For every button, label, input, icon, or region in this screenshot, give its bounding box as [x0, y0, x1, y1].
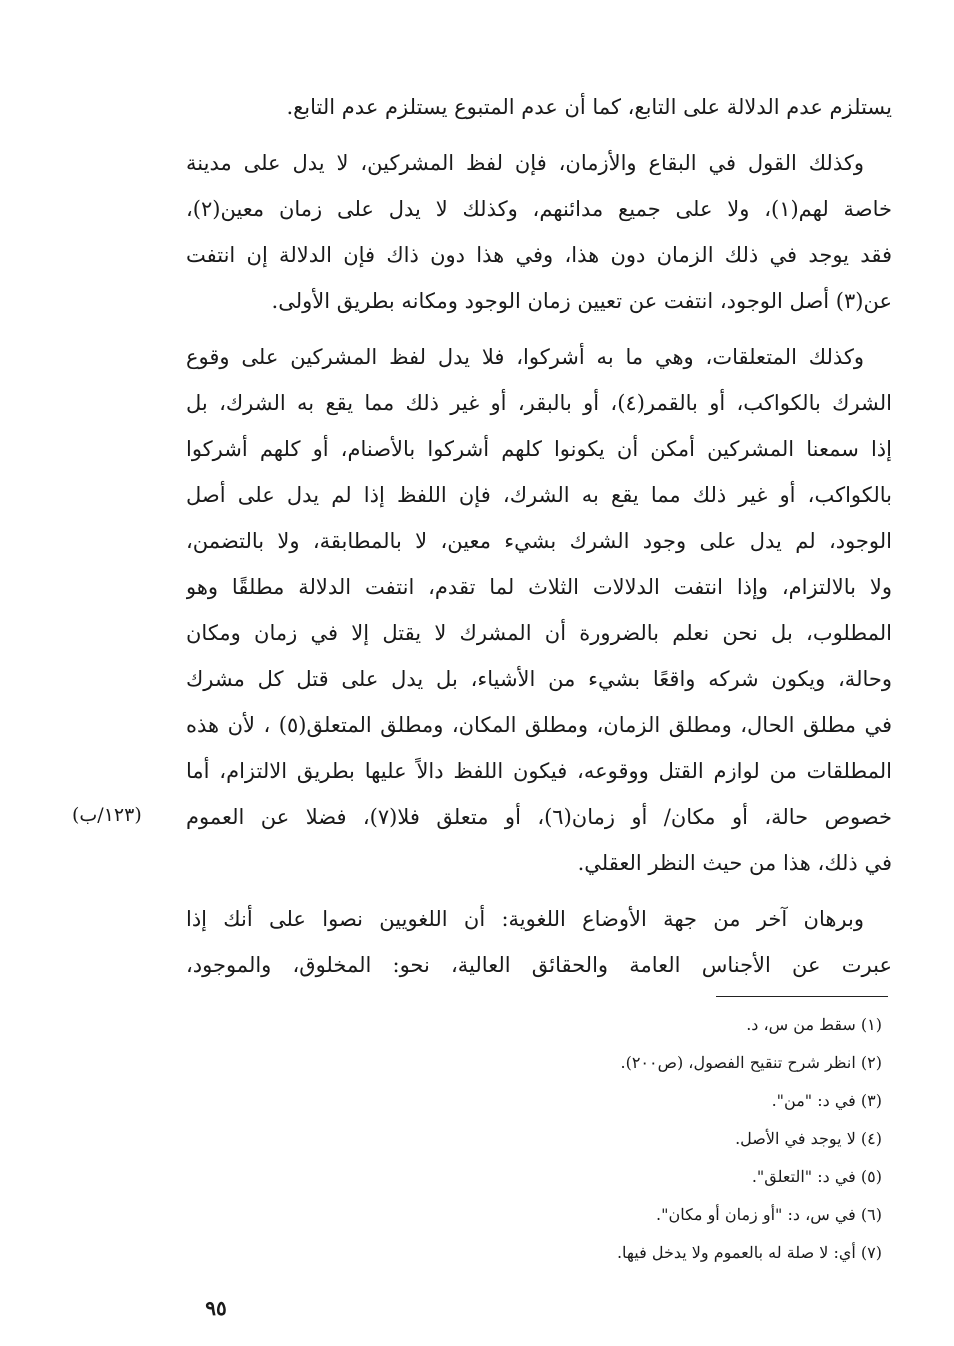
- text-line: وبرهان آخر من جهة الأوضاع اللغوية: أن اللغويين نصوا على أنك إذا: [186, 907, 864, 931]
- footnote: (٧) أي: لا صلة له بالعموم ولا يدخل فيها.: [616, 1243, 882, 1262]
- footnote: (٣) في د: "من".: [771, 1091, 882, 1110]
- text-line: في مطلق الحال، ومطلق الزمان، ومطلق المكان، ومطلق المتعلق(٥) ، لأن هذه: [186, 713, 892, 737]
- text-line: في ذلك، هذا من حيث النظر العقلي.: [577, 851, 892, 875]
- footnote: (٦) في س، د: "أو زمان أو مكان".: [656, 1205, 882, 1224]
- main-text: [186, 84, 892, 988]
- text-line: يستلزم عدم الدلالة على التابع، كما أن عدم المتبوع يستلزم عدم التابع.: [286, 95, 892, 119]
- text-line: وحالة، ويكون شركه واقعًا بشيء من الأشياء، بل يدل على قتل كل مشرك: [186, 667, 892, 691]
- text-line: وكذلك القول في البقاع والأزمان، فإن لفظ المشركين، لا يدل على مدينة: [186, 151, 864, 175]
- footnote: (٥) في د: "التعلق".: [751, 1167, 882, 1186]
- page-number: ٩٥: [205, 1296, 227, 1320]
- text-line: المطلقات من لوازم القتل ووقوعه، فيكون اللفظ دالاً عليها بطريق الالتزام، أما: [186, 759, 892, 783]
- text-line: الشرك بالكواكب، أو بالقمر(٤)، أو بالبقر، أو غير ذلك مما يقع به الشرك، بل: [186, 391, 892, 415]
- text-line: خاصة لهم(١)، ولا على جميع مدائنهم، وكذلك لا يدل على زمان معين(٢)،: [186, 197, 892, 221]
- text-line: عبرت عن الأجناس العامة والحقائق العالية، نحو: المخلوق، والموجود،: [186, 953, 892, 977]
- paragraph-gap: [186, 886, 892, 896]
- text-line: فقد يوجد في ذلك الزمان دون هذا، وفي هذا دون ذاك فإن الدلالة إن انتفت: [186, 243, 892, 267]
- text-line: إذا سمعنا المشركين أمكن أن يكونوا كلهم أشركوا بالأصنام، أو كلهم أشركوا: [186, 437, 892, 461]
- text-line: بالكواكب، أو غير ذلك مما يقع به الشرك، فإن اللفظ إذا لم يدل على أصل: [186, 483, 892, 507]
- footnote-separator: [716, 996, 888, 997]
- footnote: (١) سقط من س، د.: [746, 1015, 882, 1034]
- footnote: (٢) انظر شرح تنقيح الفصول، (ص٢٠٠).: [620, 1053, 882, 1072]
- margin-folio-note: (١٢٣/ب): [72, 804, 142, 826]
- paragraph-gap: [186, 130, 892, 140]
- footnote: (٤) لا يوجد في الأصل.: [735, 1129, 882, 1148]
- footnotes: [382, 1006, 882, 1272]
- text-line: الوجود، لم يدل على وجود الشرك بشيء معين، لا بالمطابقة، ولا بالتضمن،: [186, 529, 892, 553]
- text-line: وكذلك المتعلقات، وهي ما به أشركوا، فلا يدل لفظ المشركين على وقوع: [186, 345, 864, 369]
- text-line: ولا بالالتزام، وإذا انتفت الدلالات الثلاث لما تقدم، انتفت الدلالة مطلقًا وهو: [186, 575, 892, 599]
- text-line: المطلوب، بل نحن نعلم بالضرورة أن المشرك لا يقتل إلا في زمان ومكان: [186, 621, 892, 645]
- text-line: خصوص حالة، أو مكان/ أو زمان(٦)، أو متعلق فلا(٧)، فضلا عن العموم: [186, 805, 892, 829]
- text-line: عن(٣) أصل الوجود، انتفت عن تعيين زمان الوجود ومكانه بطريق الأولى.: [271, 289, 892, 313]
- paragraph-gap: [186, 324, 892, 334]
